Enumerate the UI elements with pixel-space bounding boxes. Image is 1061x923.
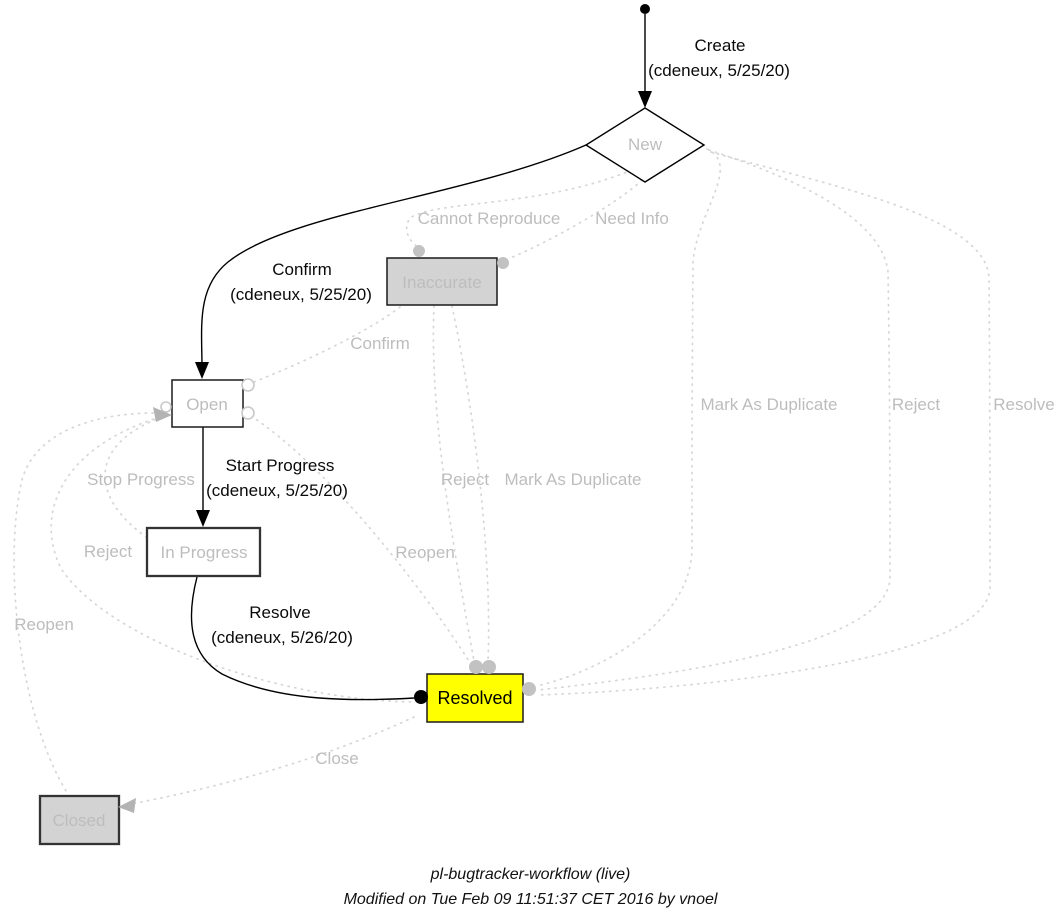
- transition-mark-dup-right-label[interactable]: Mark As Duplicate: [700, 395, 838, 414]
- transition-reject-mid-label[interactable]: Reject: [440, 470, 490, 489]
- workflow-caption-modified: Modified on Tue Feb 09 11:51:37 CET 2016 by vnoel: [343, 891, 718, 908]
- port-resolved-top-2: [482, 660, 496, 674]
- transition-mark-dup-mid-label[interactable]: Mark As Duplicate: [504, 470, 642, 489]
- transition-resolve-label[interactable]: Resolve: [249, 603, 311, 622]
- transition-create-label[interactable]: Create: [694, 36, 746, 55]
- transition-confirm-gray-label[interactable]: Confirm: [350, 334, 410, 353]
- transition-start-progress-meta: (cdeneux, 5/25/20): [206, 481, 348, 500]
- transition-need-info-label[interactable]: Need Info: [595, 209, 669, 228]
- transition-close-label[interactable]: Close: [315, 749, 359, 768]
- transition-reopen-left-label[interactable]: Reopen: [14, 615, 74, 634]
- port-resolved-right: [522, 682, 536, 696]
- transition-reopen-mid-label[interactable]: Reopen: [395, 543, 455, 562]
- transition-resolve-right-label[interactable]: Resolve: [993, 395, 1055, 414]
- transition-cannot-reproduce-label[interactable]: Cannot Reproduce: [417, 209, 561, 228]
- arrowhead-confirm: [195, 362, 209, 379]
- transition-confirm-meta: (cdeneux, 5/25/20): [230, 285, 372, 304]
- edge-reopen-mid: [251, 416, 469, 661]
- edge-arc-mark-dup: [537, 149, 720, 686]
- port-open-right: [242, 407, 254, 419]
- transition-create-meta: (cdeneux, 5/25/20): [648, 61, 790, 80]
- node-inaccurate-label: Inaccurate: [402, 273, 482, 292]
- port-inaccurate-right: [497, 257, 509, 269]
- node-in-progress-label: In Progress: [160, 543, 248, 562]
- node-start[interactable]: [640, 4, 650, 14]
- port-open-topright: [242, 379, 254, 391]
- transition-reject-left-label[interactable]: Reject: [83, 542, 133, 561]
- node-open-label: Open: [186, 395, 228, 414]
- edge-arc-resolve: [538, 152, 990, 695]
- transition-stop-progress-label[interactable]: Stop Progress: [87, 470, 195, 489]
- edge-arc-reject: [538, 150, 890, 690]
- arrowhead-start-progress: [196, 510, 210, 527]
- arrowhead-closed-right: [118, 798, 136, 813]
- port-inaccurate-top: [413, 245, 425, 257]
- transition-confirm-label[interactable]: Confirm: [272, 260, 332, 279]
- node-new-label: New: [627, 135, 663, 154]
- edge-close: [131, 717, 414, 804]
- transition-start-progress-label[interactable]: Start Progress: [225, 456, 335, 475]
- transition-resolve-meta: (cdeneux, 5/26/20): [211, 628, 353, 647]
- transition-reject-right-label[interactable]: Reject: [891, 395, 941, 414]
- port-open-left: [161, 402, 171, 412]
- node-closed-label: Closed: [52, 811, 106, 830]
- node-resolved-label: Resolved: [437, 688, 513, 708]
- arrowhead-create: [638, 91, 652, 108]
- port-resolved-top-1: [469, 660, 483, 674]
- port-resolved-left: [414, 690, 428, 704]
- workflow-caption-title: pl-bugtracker-workflow (live): [430, 866, 631, 883]
